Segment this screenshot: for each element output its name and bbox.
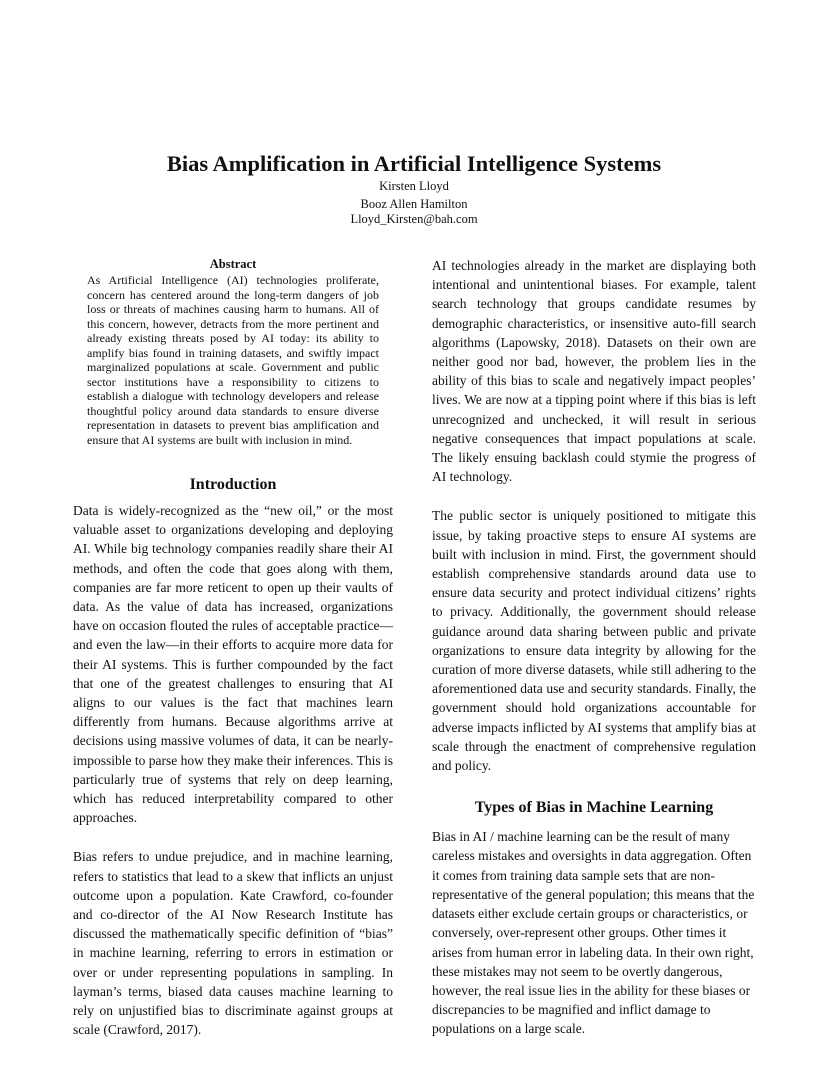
types-of-bias-heading: Types of Bias in Machine Learning (474, 799, 714, 817)
introduction-paragraph: Bias refers to undue prejudice, and in machine learning, refers to statistics that lead to a skew that inflicts an unjust outcome upon a population. Kate Crawford, co-founder and co-director of the AI Now Research Institute has discussed the mathematically specific definition of “bias” in machine learning, referring to errors in estimation or over or under representing populations in sampling. In layman’s terms, biased data causes machine learning to rely on unjustified bias to discriminate against groups at scale (Crawford, 2017). (73, 849, 393, 1038)
author-block (0, 179, 828, 227)
abstract-heading: Abstract (209, 257, 257, 271)
introduction-paragraph: Data is widely-recognized as the “new oil,” or the most valuable asset to organizations developing and deploying AI. While big technology companies readily share their AI methods, and often the code that goes along with them, companies are far more reticent to open up their vaults of data. As the value of data has increased, organizations have on occasion flouted the rules of acceptable practice—and even the law—in their efforts to acquire more data for their AI systems. This is further compounded by the fact that one of the greatest challenges to ensuring that AI aligns to our values is the fact that machines learn differently from humans. Because algorithms arrive at decisions using massive volumes of data, it can be nearly-impossible to parse how they make their inferences. This is particularly true of systems that rely on deep learning, which has reduced interpretability compared to other approaches. (73, 503, 393, 826)
right-column (432, 256, 756, 1039)
abstract-text: As Artificial Intelligence (AI) technologies proliferate, concern has centered around the long-term dangers of job loss or threats of machines causing harm to humans. All of this concern, however, detracts from the more pertinent and already existing threats posed by AI today: its ability to amplify bias found in training datasets, and swiftly impact marginalized populations at scale. Government and public sector institutions have a responsibility to citizens to establish a dialogue with technology developers and release thoughtful policy around data standards to ensure diverse representation in datasets to prevent bias amplification and ensure that AI systems are built with inclusion in mind. (87, 273, 379, 447)
body-paragraph: The public sector is uniquely positioned to mitigate this issue, by taking proactive steps to ensure AI systems are built with inclusion in mind. First, the government should establish comprehensive standards around data use to ensure data security and protect individual citizens’ rights to privacy. Additionally, the government should release guidance around data sharing between public and private organizations to ensure data integrity by allowing for the curation of more diverse datasets, while still adhering to the aforementioned data use and security standards. Finally, the government should hold organizations accountable for adverse impacts inflicted by AI systems that amplify bias at scale through the enactment of comprehensive regulation and policy. (432, 508, 756, 774)
paper-title: Bias Amplification in Artificial Intelligence Systems (166, 151, 662, 176)
types-of-bias-paragraph: Bias in AI / machine learning can be the result of many careless mistakes and oversights in data aggregation. Often it comes from training data sample sets that are non-representative of the general population; this means that the datasets either exclude certain groups or characteristics, or conversely, over-represent other groups. Other times it arises from human error in labeling data. In their own right, these mistakes may not seem to be overtly dangerous, however, the real issue lies in the ability for these biases or discrepancies to be magnified and inflict damage to populations on a large scale. (432, 829, 755, 1037)
introduction-heading: Introduction (189, 476, 277, 493)
author-name: Kirsten Lloyd (379, 179, 449, 193)
author-affiliation: Booz Allen Hamilton (360, 197, 468, 211)
body-paragraph: AI technologies already in the market are displaying both intentional and unintentional biases. For example, talent search technology that groups candidate resumes by demographic characteristics, or insensitive auto-fill search algorithms (Lapowsky, 2018). Datasets on their own are neither good nor bad, however, the problem lies in the ability of this bias to scale and negatively impact peoples’ lives. We are now at a tipping point where if this bias is left unrecognized and unchecked, it will result in serious negative consequences that impact populations at scale. The likely ensuing backlash could stymie the progress of AI technology. (432, 258, 756, 485)
author-email: Lloyd_Kirsten@bah.com (350, 212, 478, 226)
left-column (73, 256, 393, 1039)
